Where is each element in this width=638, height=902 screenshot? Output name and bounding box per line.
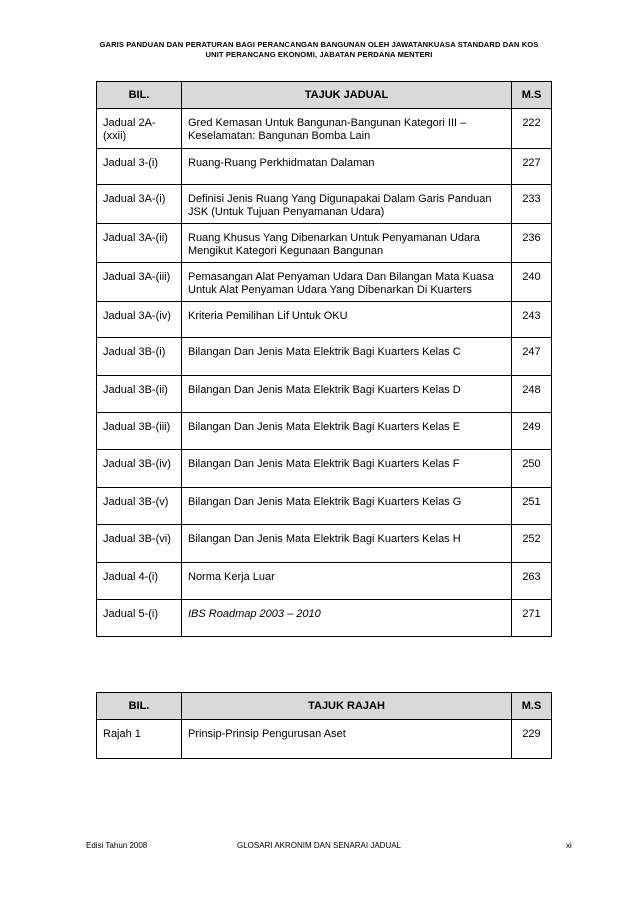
cell-page-text: 252	[522, 533, 541, 545]
cell-page	[512, 185, 552, 224]
cell-title	[182, 525, 512, 563]
cell-title-text: Definisi Jenis Ruang Yang Digunapakai Dalam Garis Panduan JSK (Untuk Tujuan Penyamanan Udara)	[188, 193, 492, 218]
cell-bil	[97, 149, 182, 185]
table-row	[97, 302, 552, 338]
table-row	[97, 109, 552, 149]
cell-bil-text: Jadual 3A-(iv)	[103, 310, 171, 322]
cell-bil-text: Jadual 3A-(ii)	[103, 232, 168, 244]
cell-page-text: 227	[522, 157, 541, 169]
cell-title-text: Pemasangan Alat Penyaman Udara Dan Bilangan Mata Kuasa Untuk Alat Penyaman Udara Yang Dibenarkan Di Kuarters	[188, 271, 494, 296]
table-row	[97, 185, 552, 224]
cell-page	[512, 302, 552, 338]
table-row	[97, 488, 552, 525]
cell-title-text: Kriteria Pemilihan Lif Untuk OKU	[188, 310, 348, 322]
cell-bil	[97, 600, 182, 637]
cell-title-text: Bilangan Dan Jenis Mata Elektrik Bagi Kuarters Kelas G	[188, 496, 462, 508]
cell-title-text: Bilangan Dan Jenis Mata Elektrik Bagi Kuarters Kelas E	[188, 421, 461, 433]
cell-page-text: 248	[522, 384, 541, 396]
cell-page	[512, 224, 552, 263]
table-header-row	[97, 693, 552, 720]
cell-title	[182, 563, 512, 600]
footer-edition: Edisi Tahun 2008	[86, 841, 148, 850]
cell-page	[512, 109, 552, 149]
table-row	[97, 600, 552, 637]
table-row	[97, 413, 552, 450]
table-row	[97, 525, 552, 563]
cell-page-text: 229	[522, 728, 541, 740]
cell-title-text: Ruang-Ruang Perkhidmatan Dalaman	[188, 157, 375, 169]
cell-bil-text: Jadual 3A-(i)	[103, 193, 166, 205]
cell-title-text: Bilangan Dan Jenis Mata Elektrik Bagi Kuarters Kelas C	[188, 346, 461, 358]
cell-page-text: 240	[522, 271, 541, 283]
table-row	[97, 450, 552, 488]
cell-title-text: Bilangan Dan Jenis Mata Elektrik Bagi Kuarters Kelas D	[188, 384, 461, 396]
cell-page	[512, 525, 552, 563]
cell-page	[512, 563, 552, 600]
column-header-tajuk-rajah: TAJUK RAJAH	[182, 693, 512, 720]
cell-page-text: 247	[522, 346, 541, 358]
cell-bil-text: Jadual 4-(i)	[103, 571, 159, 583]
cell-title	[182, 488, 512, 525]
cell-bil-text: Jadual 3B-(iii)	[103, 421, 171, 433]
cell-title	[182, 413, 512, 450]
cell-bil-text: Jadual 3B-(ii)	[103, 384, 168, 396]
cell-page	[512, 600, 552, 637]
cell-title-text: IBS Roadmap 2003 – 2010	[188, 608, 321, 620]
cell-bil	[97, 376, 182, 413]
cell-title-text: Gred Kemasan Untuk Bangunan-Bangunan Kategori III – Keselamatan: Bangunan Bomba Lain	[188, 117, 467, 142]
cell-bil	[97, 302, 182, 338]
cell-title	[182, 185, 512, 224]
table-row	[97, 338, 552, 376]
cell-page	[512, 450, 552, 488]
cell-page-text: 243	[522, 310, 541, 322]
cell-page	[512, 149, 552, 185]
footer-title: GLOSARI AKRONIM DAN SENARAI JADUAL	[236, 841, 402, 850]
column-header-bil: BIL.	[97, 693, 182, 720]
cell-page	[512, 413, 552, 450]
cell-bil	[97, 720, 182, 759]
table-list-of-figures	[96, 692, 552, 759]
cell-page	[512, 338, 552, 376]
table-list-of-tables	[96, 81, 552, 637]
cell-bil-text: Jadual 3B-(i)	[103, 346, 166, 358]
column-header-ms: M.S	[512, 82, 552, 109]
table-row	[97, 720, 552, 759]
cell-title	[182, 302, 512, 338]
cell-title	[182, 149, 512, 185]
cell-bil-text: Jadual 3-(i)	[103, 157, 159, 169]
cell-bil-text: Rajah 1	[103, 728, 141, 740]
cell-page-text: 233	[522, 193, 541, 205]
cell-title	[182, 376, 512, 413]
cell-title	[182, 263, 512, 302]
cell-page-text: 251	[522, 496, 541, 508]
cell-bil	[97, 525, 182, 563]
table-row	[97, 563, 552, 600]
cell-bil-text: Jadual 2A-(xxii)	[103, 117, 156, 142]
cell-title-text: Norma Kerja Luar	[188, 571, 275, 583]
cell-page-text: 263	[522, 571, 541, 583]
cell-title	[182, 224, 512, 263]
cell-title-text: Bilangan Dan Jenis Mata Elektrik Bagi Kuarters Kelas H	[188, 533, 461, 545]
cell-page-text: 236	[522, 232, 541, 244]
cell-bil-text: Jadual 3A-(iii)	[103, 271, 171, 283]
footer-page-number: xi	[566, 841, 572, 850]
running-header	[0, 40, 638, 60]
cell-bil	[97, 413, 182, 450]
cell-page-text: 250	[522, 458, 541, 470]
cell-title-text: Ruang Khusus Yang Dibenarkan Untuk Penyamanan Udara Mengikut Kategori Kegunaan Bangunan	[188, 232, 480, 257]
cell-page	[512, 720, 552, 759]
column-header-ms: M.S	[512, 693, 552, 720]
cell-page-text: 271	[522, 608, 541, 620]
cell-bil-text: Jadual 3B-(v)	[103, 496, 169, 508]
cell-bil	[97, 185, 182, 224]
table-row	[97, 224, 552, 263]
cell-page	[512, 488, 552, 525]
cell-bil-text: Jadual 5-(i)	[103, 608, 159, 620]
table-row	[97, 263, 552, 302]
cell-bil-text: Jadual 3B-(vi)	[103, 533, 171, 545]
cell-bil	[97, 563, 182, 600]
cell-title	[182, 109, 512, 149]
cell-page-text: 222	[522, 117, 541, 129]
cell-title-text: Prinsip-Prinsip Pengurusan Aset	[188, 728, 346, 740]
cell-bil	[97, 224, 182, 263]
cell-bil	[97, 450, 182, 488]
cell-page	[512, 263, 552, 302]
table-header-row	[97, 82, 552, 109]
running-header-line-1: GARIS PANDUAN DAN PERATURAN BAGI PERANCANGAN BANGUNAN OLEH JAWATANKUASA STANDARD DAN KOS	[99, 40, 539, 49]
cell-title	[182, 600, 512, 637]
cell-page	[512, 376, 552, 413]
cell-page-text: 249	[522, 421, 541, 433]
cell-bil-text: Jadual 3B-(iv)	[103, 458, 171, 470]
cell-bil	[97, 488, 182, 525]
cell-bil	[97, 263, 182, 302]
table-row	[97, 376, 552, 413]
cell-bil	[97, 338, 182, 376]
running-header-line-2: UNIT PERANCANG EKONOMI, JABATAN PERDANA MENTERI	[205, 50, 433, 59]
cell-title-text: Bilangan Dan Jenis Mata Elektrik Bagi Kuarters Kelas F	[188, 458, 460, 470]
cell-bil	[97, 109, 182, 149]
cell-title	[182, 450, 512, 488]
table-row	[97, 149, 552, 185]
cell-title	[182, 338, 512, 376]
column-header-tajuk-jadual: TAJUK JADUAL	[182, 82, 512, 109]
cell-title	[182, 720, 512, 759]
column-header-bil: BIL.	[97, 82, 182, 109]
